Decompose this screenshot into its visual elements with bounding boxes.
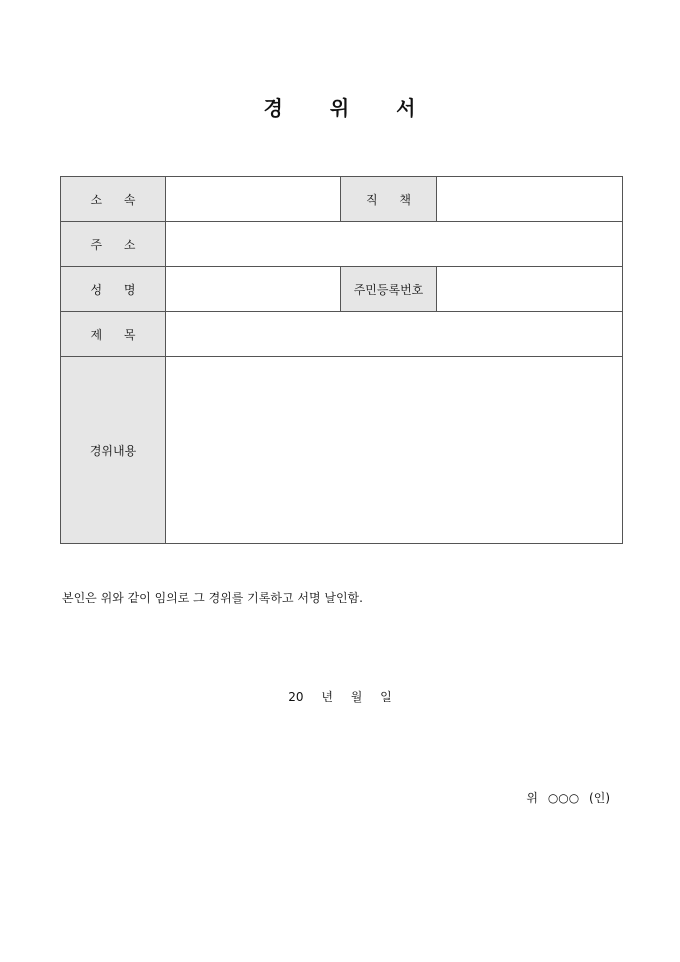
position-label [341, 177, 437, 222]
statement-form [60, 176, 623, 544]
signature-line: 위 ○○○ (인) [526, 791, 610, 805]
address-label-text: 주 소 [90, 237, 136, 252]
affiliation-label-text: 소 속 [90, 192, 136, 207]
form-row-details [61, 357, 623, 544]
form-row-affiliation [61, 177, 623, 222]
address-label [61, 222, 166, 267]
form-row-name [61, 267, 623, 312]
document-title: 경 위 서 [263, 96, 417, 120]
subject-label [61, 312, 166, 357]
resident-number-field[interactable] [437, 267, 623, 312]
subject-field[interactable] [166, 312, 623, 357]
name-field[interactable] [166, 267, 341, 312]
details-field[interactable] [166, 357, 623, 544]
date-line: 20 년 월 일 [288, 690, 392, 704]
form-row-subject [61, 312, 623, 357]
name-label [61, 267, 166, 312]
address-field[interactable] [166, 222, 623, 267]
affiliation-label [61, 177, 166, 222]
resident-number-label: 주민등록번호 [341, 267, 437, 312]
details-label: 경위내용 [61, 357, 166, 544]
position-label-text: 직 책 [366, 192, 411, 207]
form-row-address [61, 222, 623, 267]
affiliation-field[interactable] [166, 177, 341, 222]
name-label-text: 성 명 [90, 282, 136, 297]
position-field[interactable] [437, 177, 623, 222]
declaration-text: 본인은 위와 같이 임의로 그 경위를 기록하고 서명 날인함. [62, 591, 363, 605]
subject-label-text: 제 목 [90, 327, 136, 342]
